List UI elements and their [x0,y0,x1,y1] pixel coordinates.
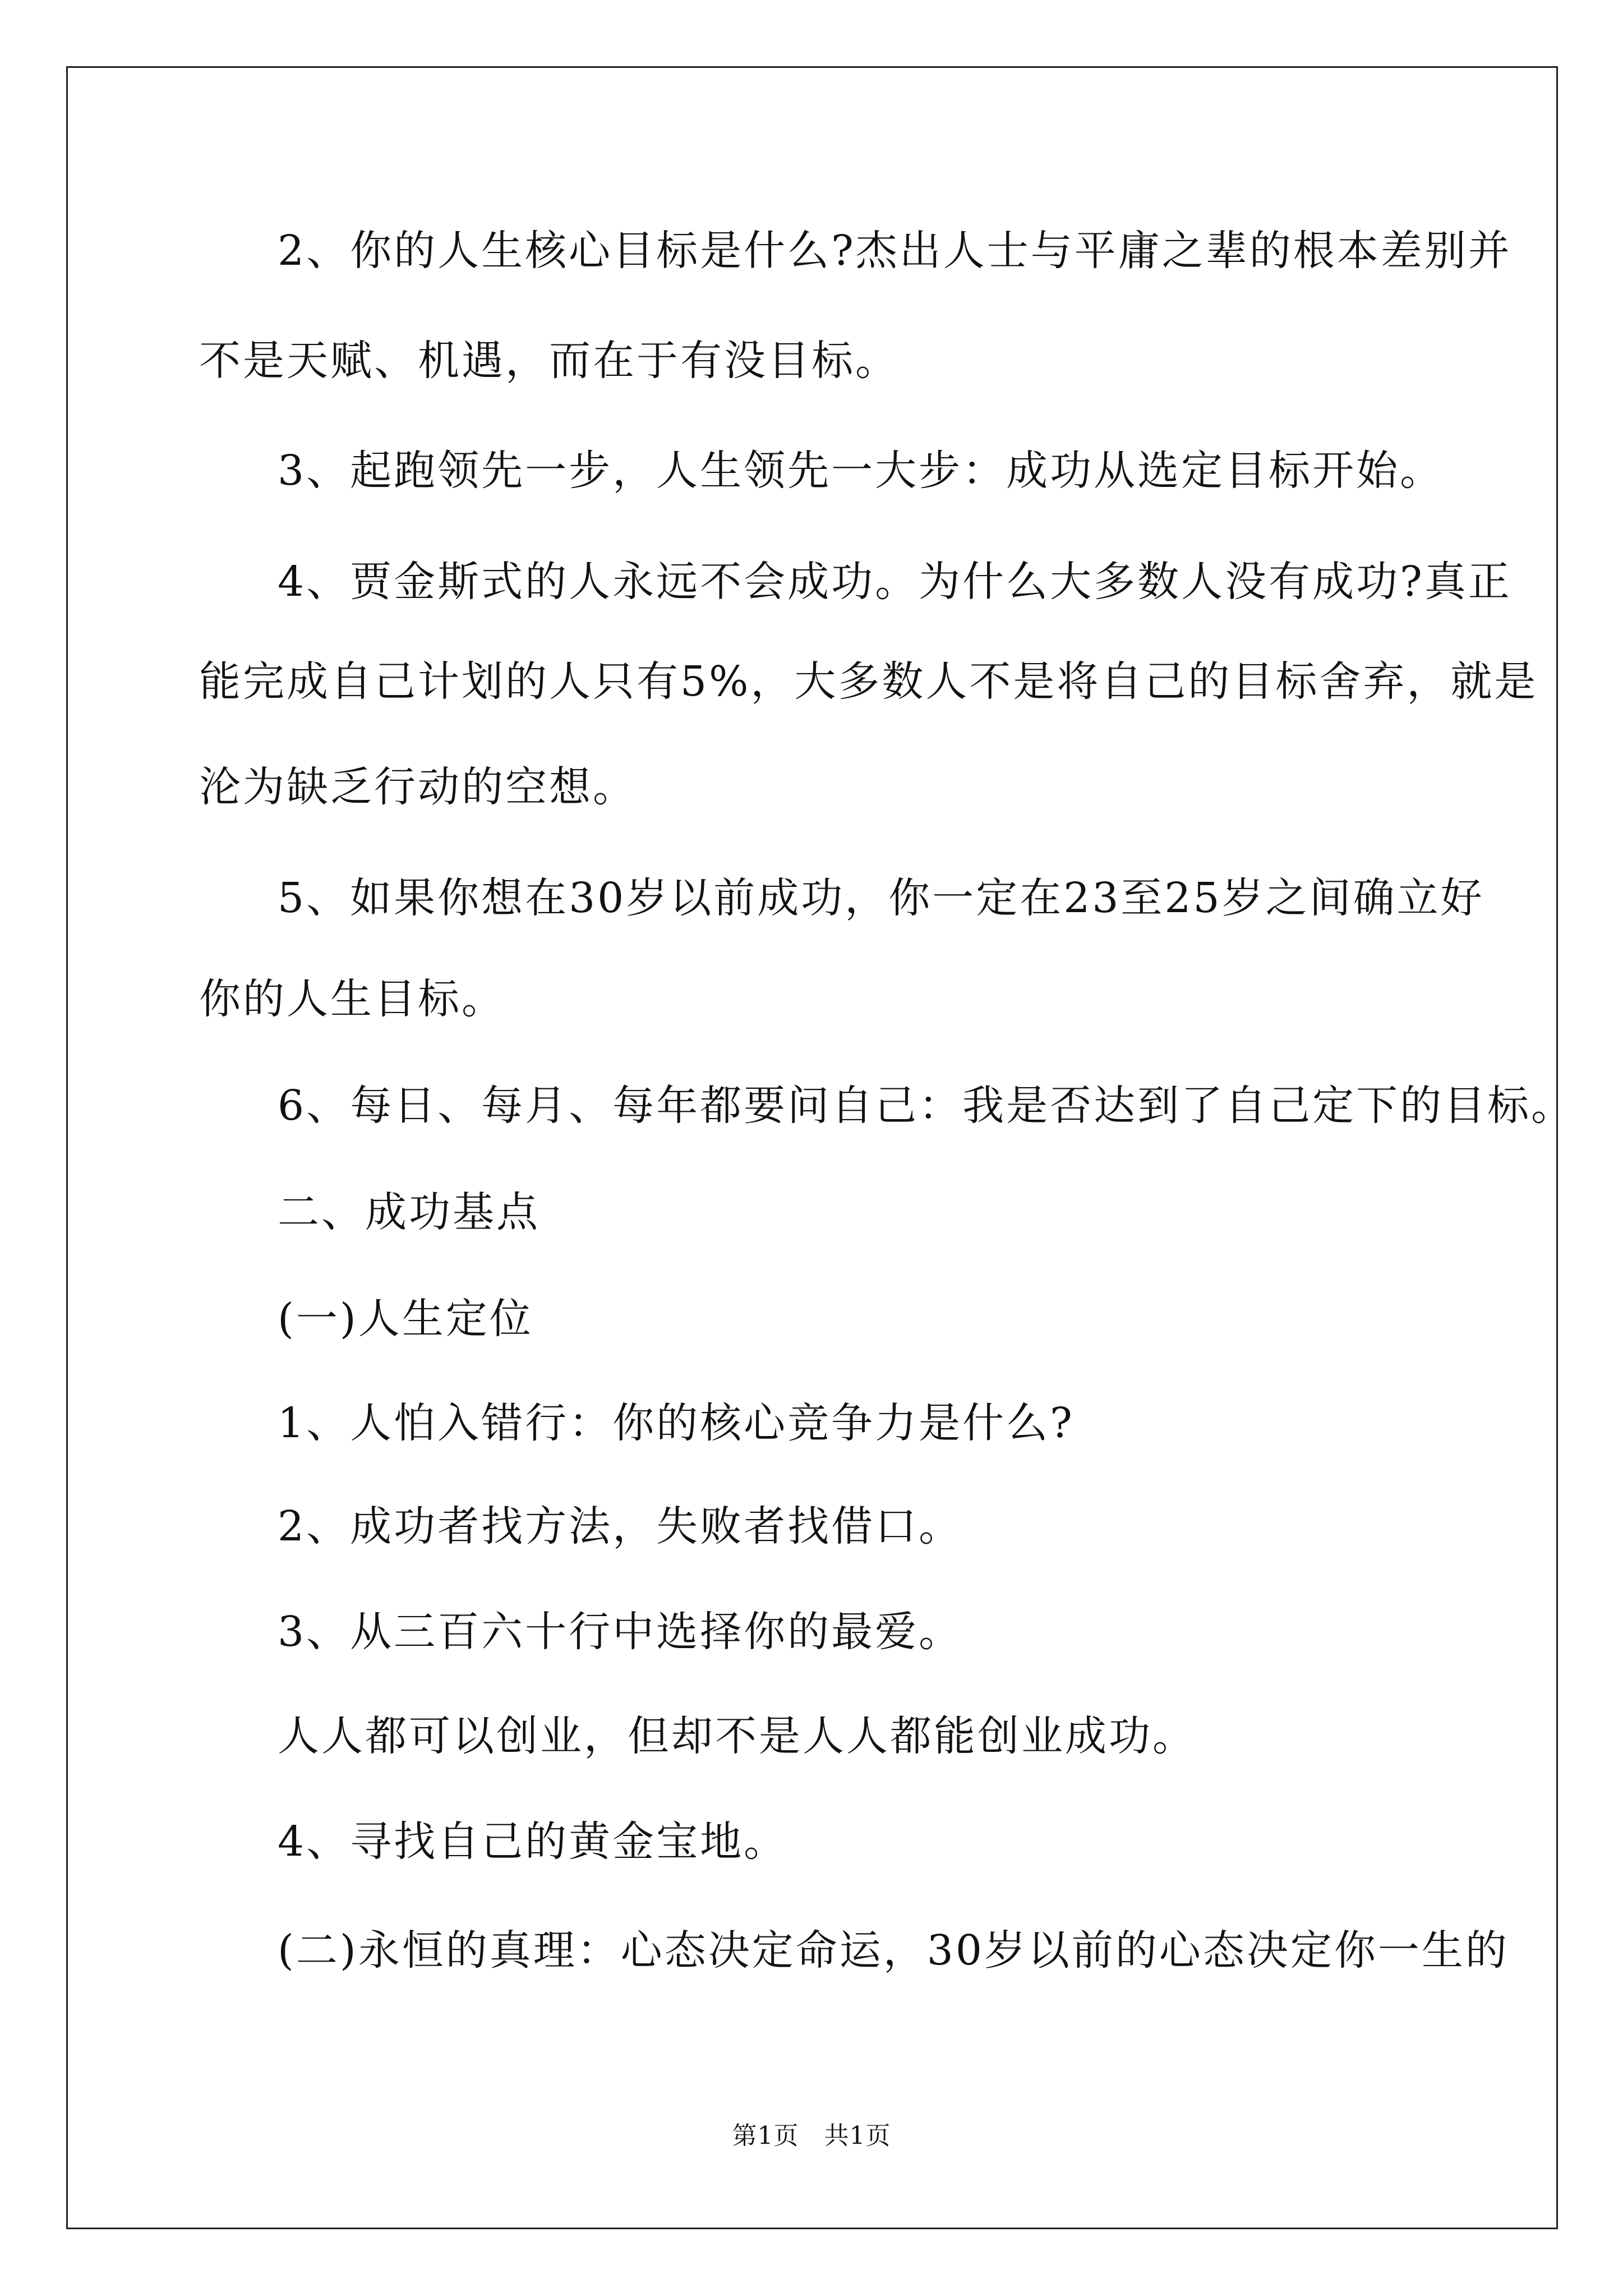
subsection-heading: (一)人生定位 [278,1295,533,1343]
paragraph-line: 2、你的人生核心目标是什么?杰出人士与平庸之辈的根本差别并 [278,227,1512,275]
paragraph-line: 2、成功者找方法，失败者找借口。 [278,1502,963,1550]
page-border [66,66,1558,2229]
paragraph-line: 1、人怕入错行：你的核心竞争力是什么? [278,1399,1075,1447]
subsection-heading: (二)永恒的真理：心态决定命运，30岁以前的心态决定你一生的 [278,1926,1509,1975]
paragraph-line: 6、每日、每月、每年都要问自己：我是否达到了自己定下的目标。 [278,1082,1575,1130]
paragraph-line: 不是天赋、机遇，而在于有没目标。 [199,337,899,385]
paragraph-line: 能完成自己计划的人只有5%，大多数人不是将自己的目标舍弃，就是 [199,657,1538,706]
paragraph-line: 4、寻找自己的黄金宝地。 [278,1818,788,1866]
paragraph-line: 3、起跑领先一步，人生领先一大步：成功从选定目标开始。 [278,447,1444,495]
paragraph-line: 你的人生目标。 [199,975,505,1023]
paragraph-line: 3、从三百六十行中选择你的最爱。 [278,1608,963,1656]
paragraph-line: 沦为缺乏行动的空想。 [199,763,637,811]
section-heading: 二、成功基点 [278,1188,540,1236]
paragraph-line: 4、贾金斯式的人永远不会成功。为什么大多数人没有成功?真正 [278,558,1512,606]
page-footer: 第1页 共1页 [732,2122,891,2150]
paragraph-line: 5、如果你想在30岁以前成功，你一定在23至25岁之间确立好 [278,874,1484,922]
paragraph-line: 人人都可以创业，但却不是人人都能创业成功。 [278,1712,1196,1760]
